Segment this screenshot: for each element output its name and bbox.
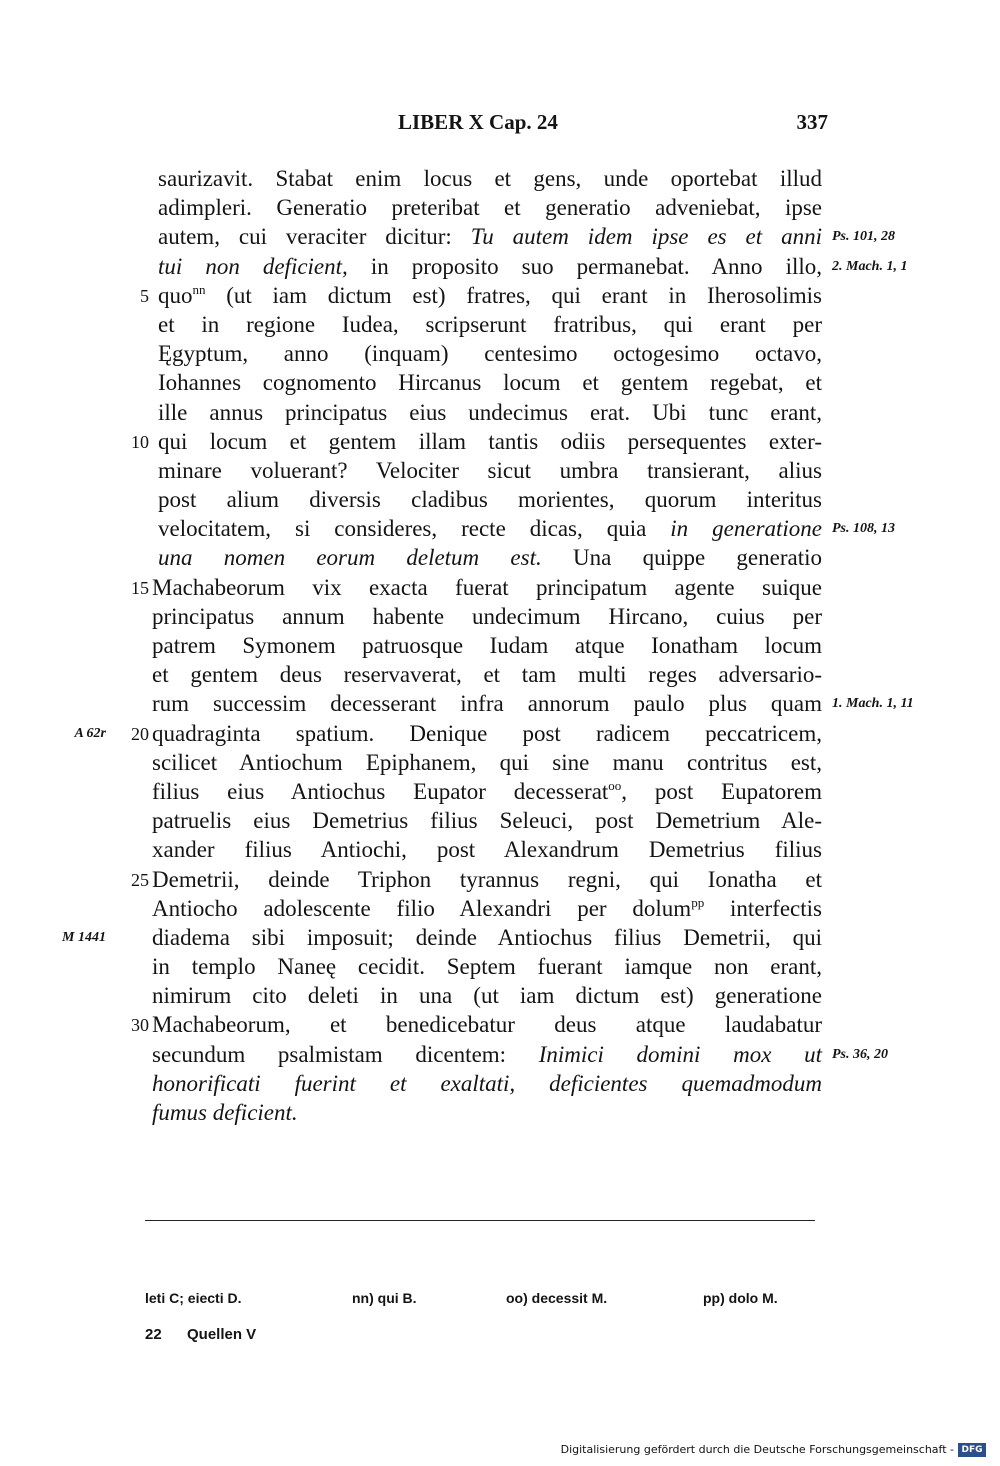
text-line — [0, 312, 1000, 341]
main-text — [0, 166, 1000, 1129]
text-line — [0, 662, 1000, 691]
text-line — [0, 224, 1000, 253]
line-text: post alium diversis cladibus morientes, quorum interitus — [158, 487, 822, 513]
apparatus-note: oo) decessit M. — [506, 1290, 608, 1306]
line-text: patrem Symonem patruosque Iudam atque Ionatham locum — [152, 633, 822, 658]
text-line — [0, 925, 1000, 954]
line-text: xander filius Antiochi, post Alexandrum Demetrius filius — [152, 837, 822, 863]
scripture-reference: Ps. 101, 28 — [832, 229, 895, 245]
apparatus-note: pp) dolo M. — [703, 1290, 778, 1306]
text-line — [0, 370, 1000, 399]
line-number: 25 — [131, 869, 149, 890]
apparatus-note: leti C; eiecti D. — [145, 1290, 242, 1306]
footnote-rule — [145, 1220, 815, 1221]
line-text: quo$^{nn}$ (ut iam dictum est) fratres, qui erant in Iherosolimis — [158, 281, 822, 308]
text-line — [0, 1012, 1000, 1041]
apparatus-note: nn) qui B. — [352, 1290, 417, 1306]
text-line — [0, 516, 1000, 545]
line-text: Machabeorum, et benedicebatur deus atque laudabatur — [152, 1012, 822, 1038]
line-number: 20 — [131, 723, 149, 744]
line-text: Ęgyptum, anno (inquam) centesimo octogesimo octavo, — [158, 341, 822, 367]
text-line — [0, 195, 1000, 224]
running-title: LIBER X Cap. 24 — [398, 110, 558, 134]
line-text: velocitatem, si consideres, recte dicas, quia in generatione — [158, 516, 823, 542]
line-text: qui locum et gentem illam tantis odiis persequentes exter- — [158, 428, 822, 454]
text-line — [0, 691, 1000, 720]
line-text: scilicet Antiochum Epiphanem, qui sine manu contritus est, — [152, 749, 822, 775]
line-text: Antiocho adolescente filio Alexandri per dolum$^{pp}$ interfectis — [152, 894, 822, 921]
text-line — [0, 1042, 1000, 1071]
line-text: tui non deficient, in proposito suo permanebat. Anno illo, — [158, 253, 823, 279]
scripture-reference: 1. Mach. 1, 11 — [832, 696, 914, 712]
critical-apparatus — [145, 1290, 815, 1312]
text-line — [0, 721, 1000, 750]
text-line — [0, 575, 1000, 604]
scripture-reference: Ps. 108, 13 — [832, 521, 895, 537]
line-text: fumus deficient. — [152, 1100, 298, 1125]
text-line — [0, 1071, 1000, 1100]
text-line — [0, 896, 1000, 925]
running-head — [398, 110, 828, 140]
line-number: 10 — [131, 431, 149, 452]
line-text: quadraginta spatium. Denique post radicem peccatricem, — [152, 720, 822, 746]
line-text: et in regione Iudea, scripserunt fratribus, qui erant per — [158, 311, 822, 337]
text-line — [0, 254, 1000, 283]
line-text: Demetrii, deinde Triphon tyrannus regni, qui Ionatha et — [152, 866, 822, 892]
line-text: ille annus principatus eius undecimus erat. Ubi tunc erant, — [158, 399, 822, 425]
line-text: saurizavit. Stabat enim locus et gens, unde oportebat illud — [158, 166, 822, 191]
manuscript-folio-ref: A 62r — [74, 725, 106, 741]
text-line — [0, 429, 1000, 458]
line-number: 30 — [131, 1015, 149, 1036]
manuscript-folio-ref: M 1441 — [62, 929, 106, 945]
scripture-reference: Ps. 36, 20 — [832, 1046, 888, 1062]
line-text: diadema sibi imposuit; deinde Antiochus filius Demetrii, qui — [152, 924, 822, 950]
line-text: patruelis eius Demetrius filius Seleuci, post Demetrium Ale- — [152, 808, 822, 834]
text-line — [0, 867, 1000, 896]
text-line — [0, 604, 1000, 633]
line-text: rum successim decesserant infra annorum paulo plus quam — [152, 691, 822, 717]
text-line — [0, 750, 1000, 779]
line-text: una nomen eorum deletum est. Una quippe generatio — [158, 545, 822, 571]
text-line — [0, 283, 1000, 312]
line-text: et gentem deus reservaverat, et tam multi reges adversario- — [152, 662, 822, 688]
text-line — [0, 633, 1000, 662]
text-line — [0, 458, 1000, 487]
line-text: nimirum cito deleti in una (ut iam dictum est) generatione — [152, 983, 822, 1009]
text-line — [0, 808, 1000, 837]
line-text: principatus annum habente undecimum Hircano, cuius per — [152, 603, 822, 629]
line-number: 15 — [131, 577, 149, 598]
line-text: minare voluerant? Velociter sicut umbra transierant, alius — [158, 457, 822, 483]
line-text: Iohannes cognomento Hircanus locum et gentem regebat, et — [158, 370, 822, 396]
text-line — [0, 779, 1000, 808]
signature-label: Quellen V — [187, 1326, 257, 1343]
line-text: secundum psalmistam dicentem: Inimici domini mox ut — [152, 1041, 822, 1067]
text-line — [0, 954, 1000, 983]
signature-mark — [145, 1326, 445, 1348]
line-text: adimpleri. Generatio preteribat et generatio adveniebat, ipse — [158, 195, 822, 221]
text-line — [0, 545, 1000, 574]
text-line — [0, 983, 1000, 1012]
dfg-logo-icon: DFG — [958, 1443, 986, 1457]
text-line — [0, 487, 1000, 516]
page-number: 337 — [796, 110, 828, 134]
line-number: 5 — [140, 285, 149, 306]
scripture-reference: 2. Mach. 1, 1 — [832, 258, 908, 274]
line-text: honorificati fuerint et exaltati, deficientes quemadmodum — [152, 1070, 822, 1096]
text-line — [0, 341, 1000, 370]
text-line — [0, 166, 1000, 195]
line-text: in templo Naneę cecidit. Septem fuerant iamque non erant, — [152, 954, 822, 980]
signature-number: 22 — [145, 1326, 162, 1343]
text-line — [0, 1100, 1000, 1129]
line-text: Machabeorum vix exacta fuerat principatum agente suique — [152, 574, 822, 600]
line-text: autem, cui veraciter dicitur: Tu autem idem ipse es et anni — [158, 224, 822, 250]
digitization-credit — [560, 1442, 990, 1460]
line-text: filius eius Antiochus Eupator decesserat$^{oo}$, post Eupatorem — [152, 777, 822, 804]
text-line — [0, 400, 1000, 429]
credit-text: Digitalisierung gefördert durch die Deutsche Forschungsgemeinschaft - — [560, 1443, 954, 1456]
text-line — [0, 837, 1000, 866]
